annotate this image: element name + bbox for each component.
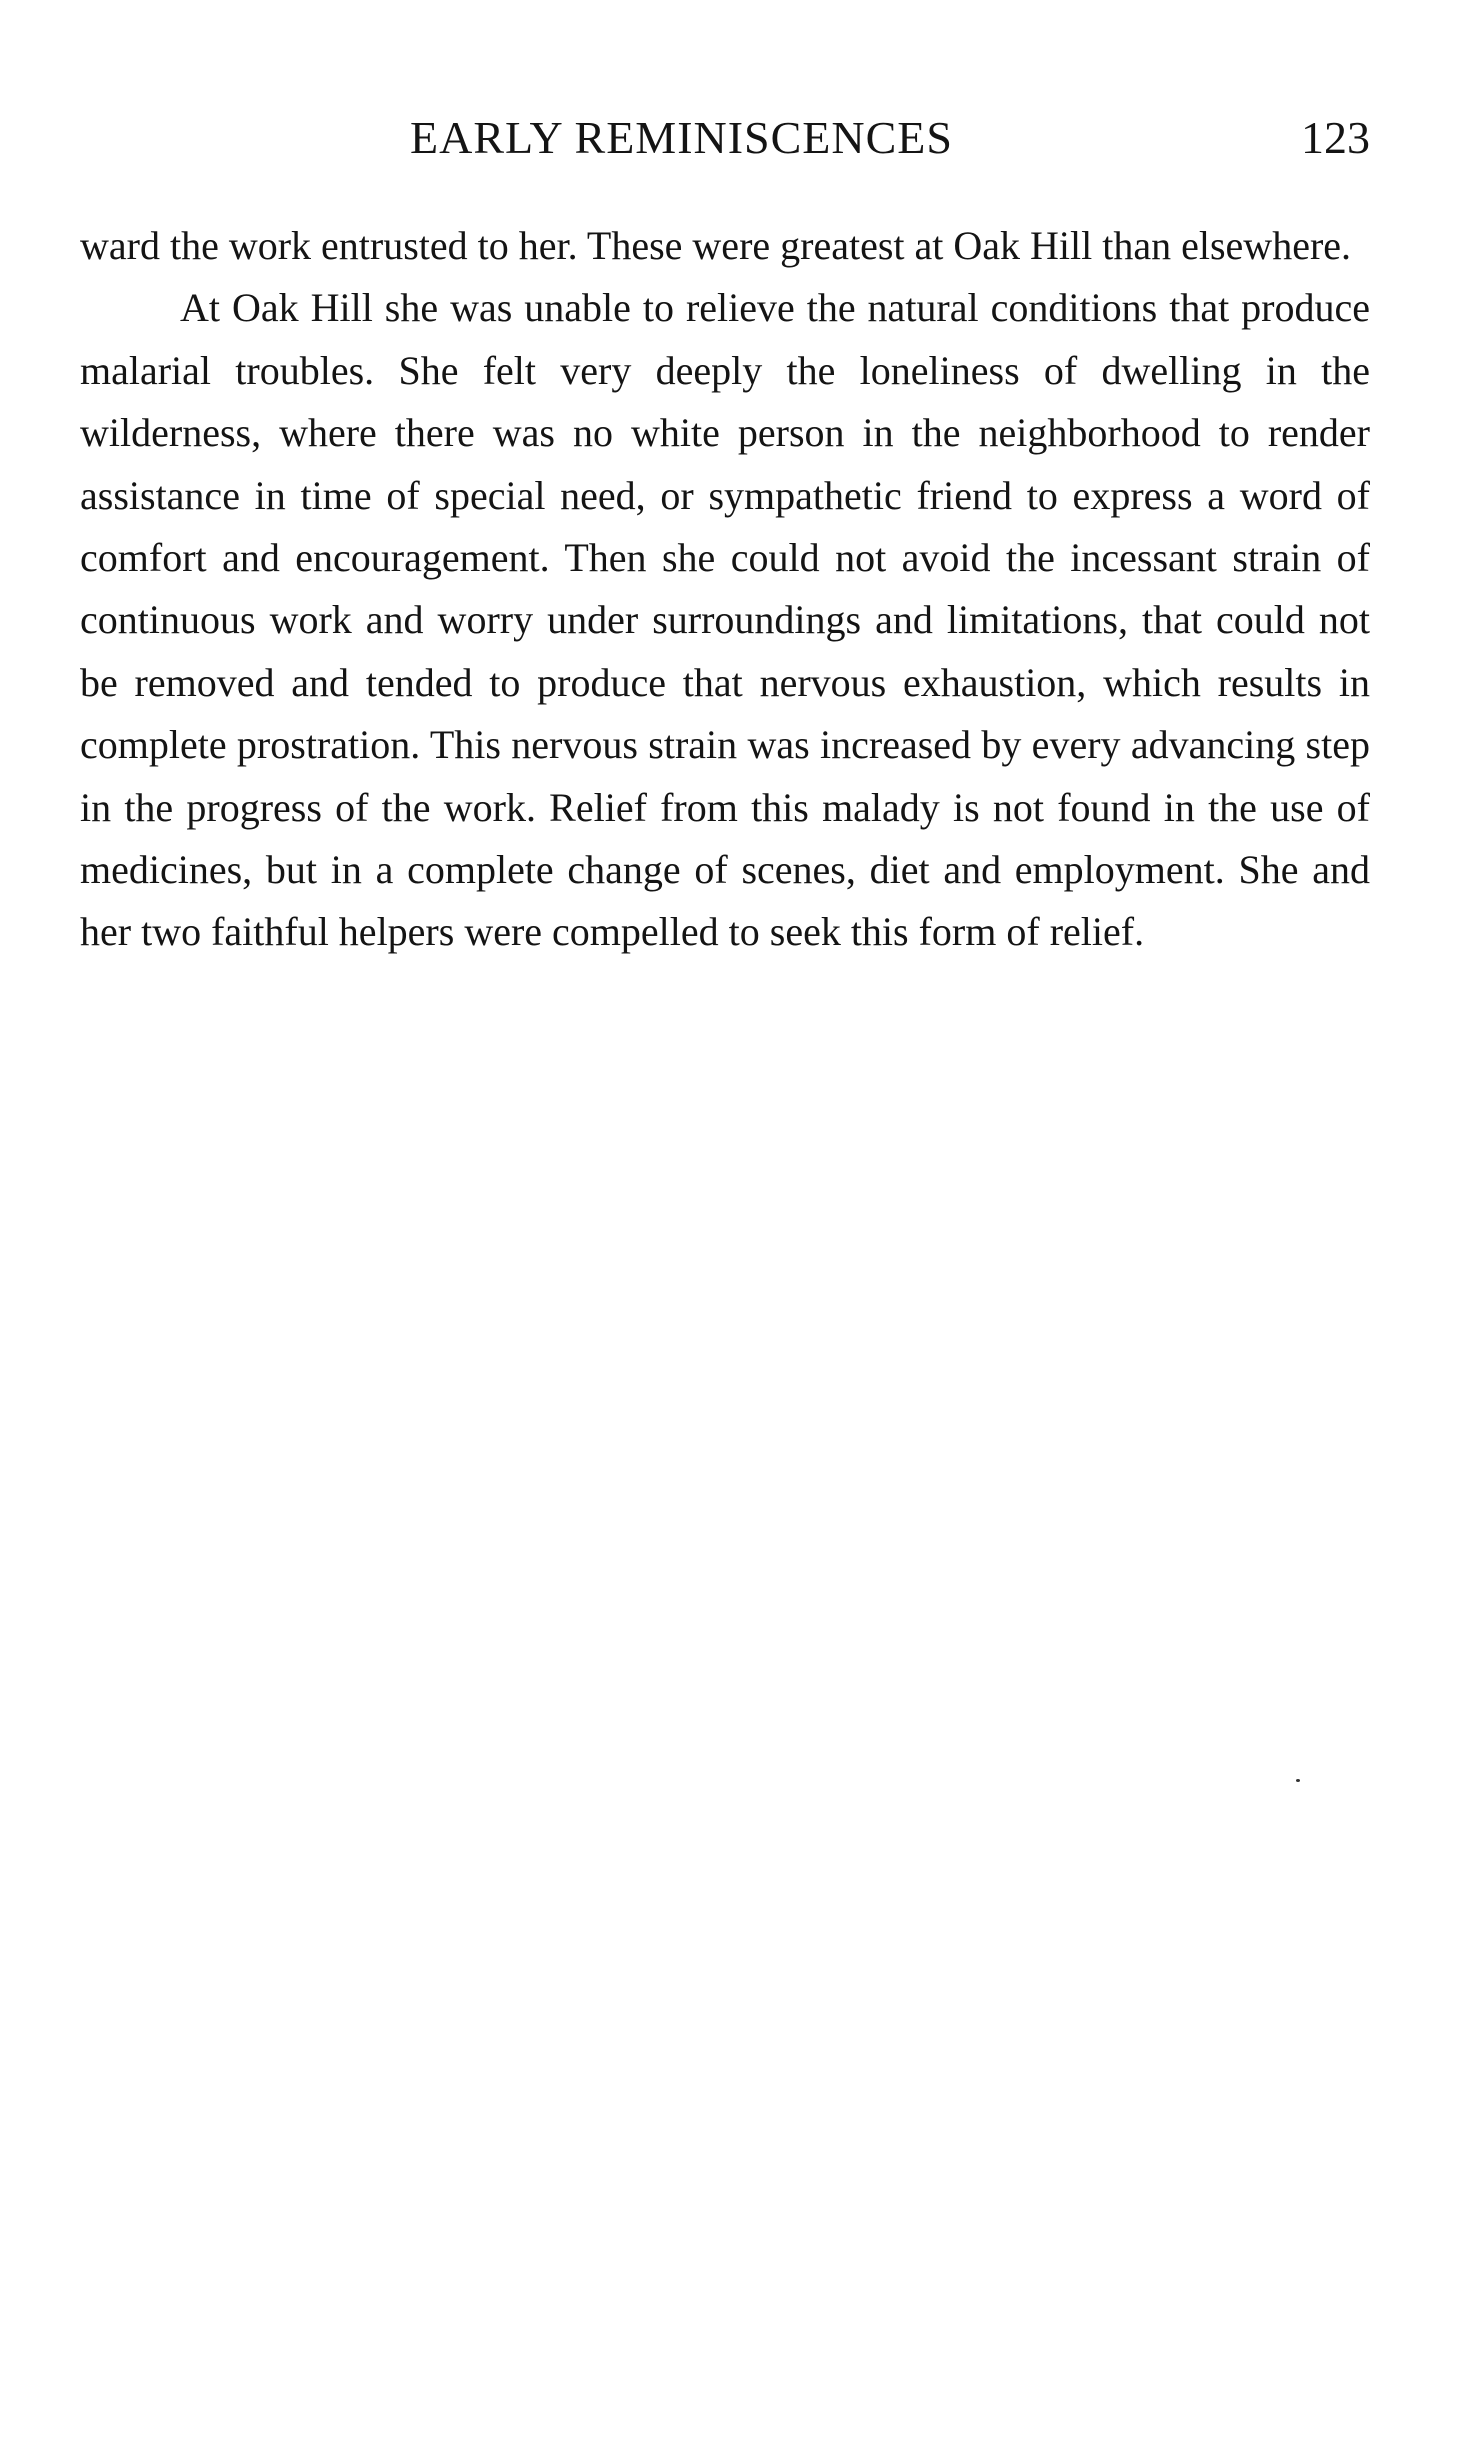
body-text bbox=[80, 215, 1370, 964]
paragraph-continued: ward the work entrusted to her. These were greatest at Oak Hill than elsewhere. bbox=[80, 223, 1352, 268]
running-title: EARLY REMINISCENCES bbox=[410, 112, 953, 163]
page-number: 123 bbox=[1301, 112, 1370, 163]
paragraph: At Oak Hill she was unable to relieve the natural conditions that produce malarial troubles. She felt very deeply the loneliness of dwelling in the wilderness, where there was no white person in the neighborhood to render assistance in time of special need, or sympathetic friend to express a word of comfort and encouragement. Then she could not avoid the incessant strain of continuous work and worry under surroundings and limitations, that could not be removed and tended to produce that nervous exhaustion, which results in complete prostration. This nervous strain was increased by every advancing step in the progress of the work. Relief from this malady is not found in the use of medicines, but in a complete change of scenes, diet and employment. She and her two faithful helpers were compelled to seek this form of relief. bbox=[80, 285, 1370, 955]
print-speck bbox=[1296, 1779, 1300, 1782]
running-head bbox=[80, 108, 1370, 168]
